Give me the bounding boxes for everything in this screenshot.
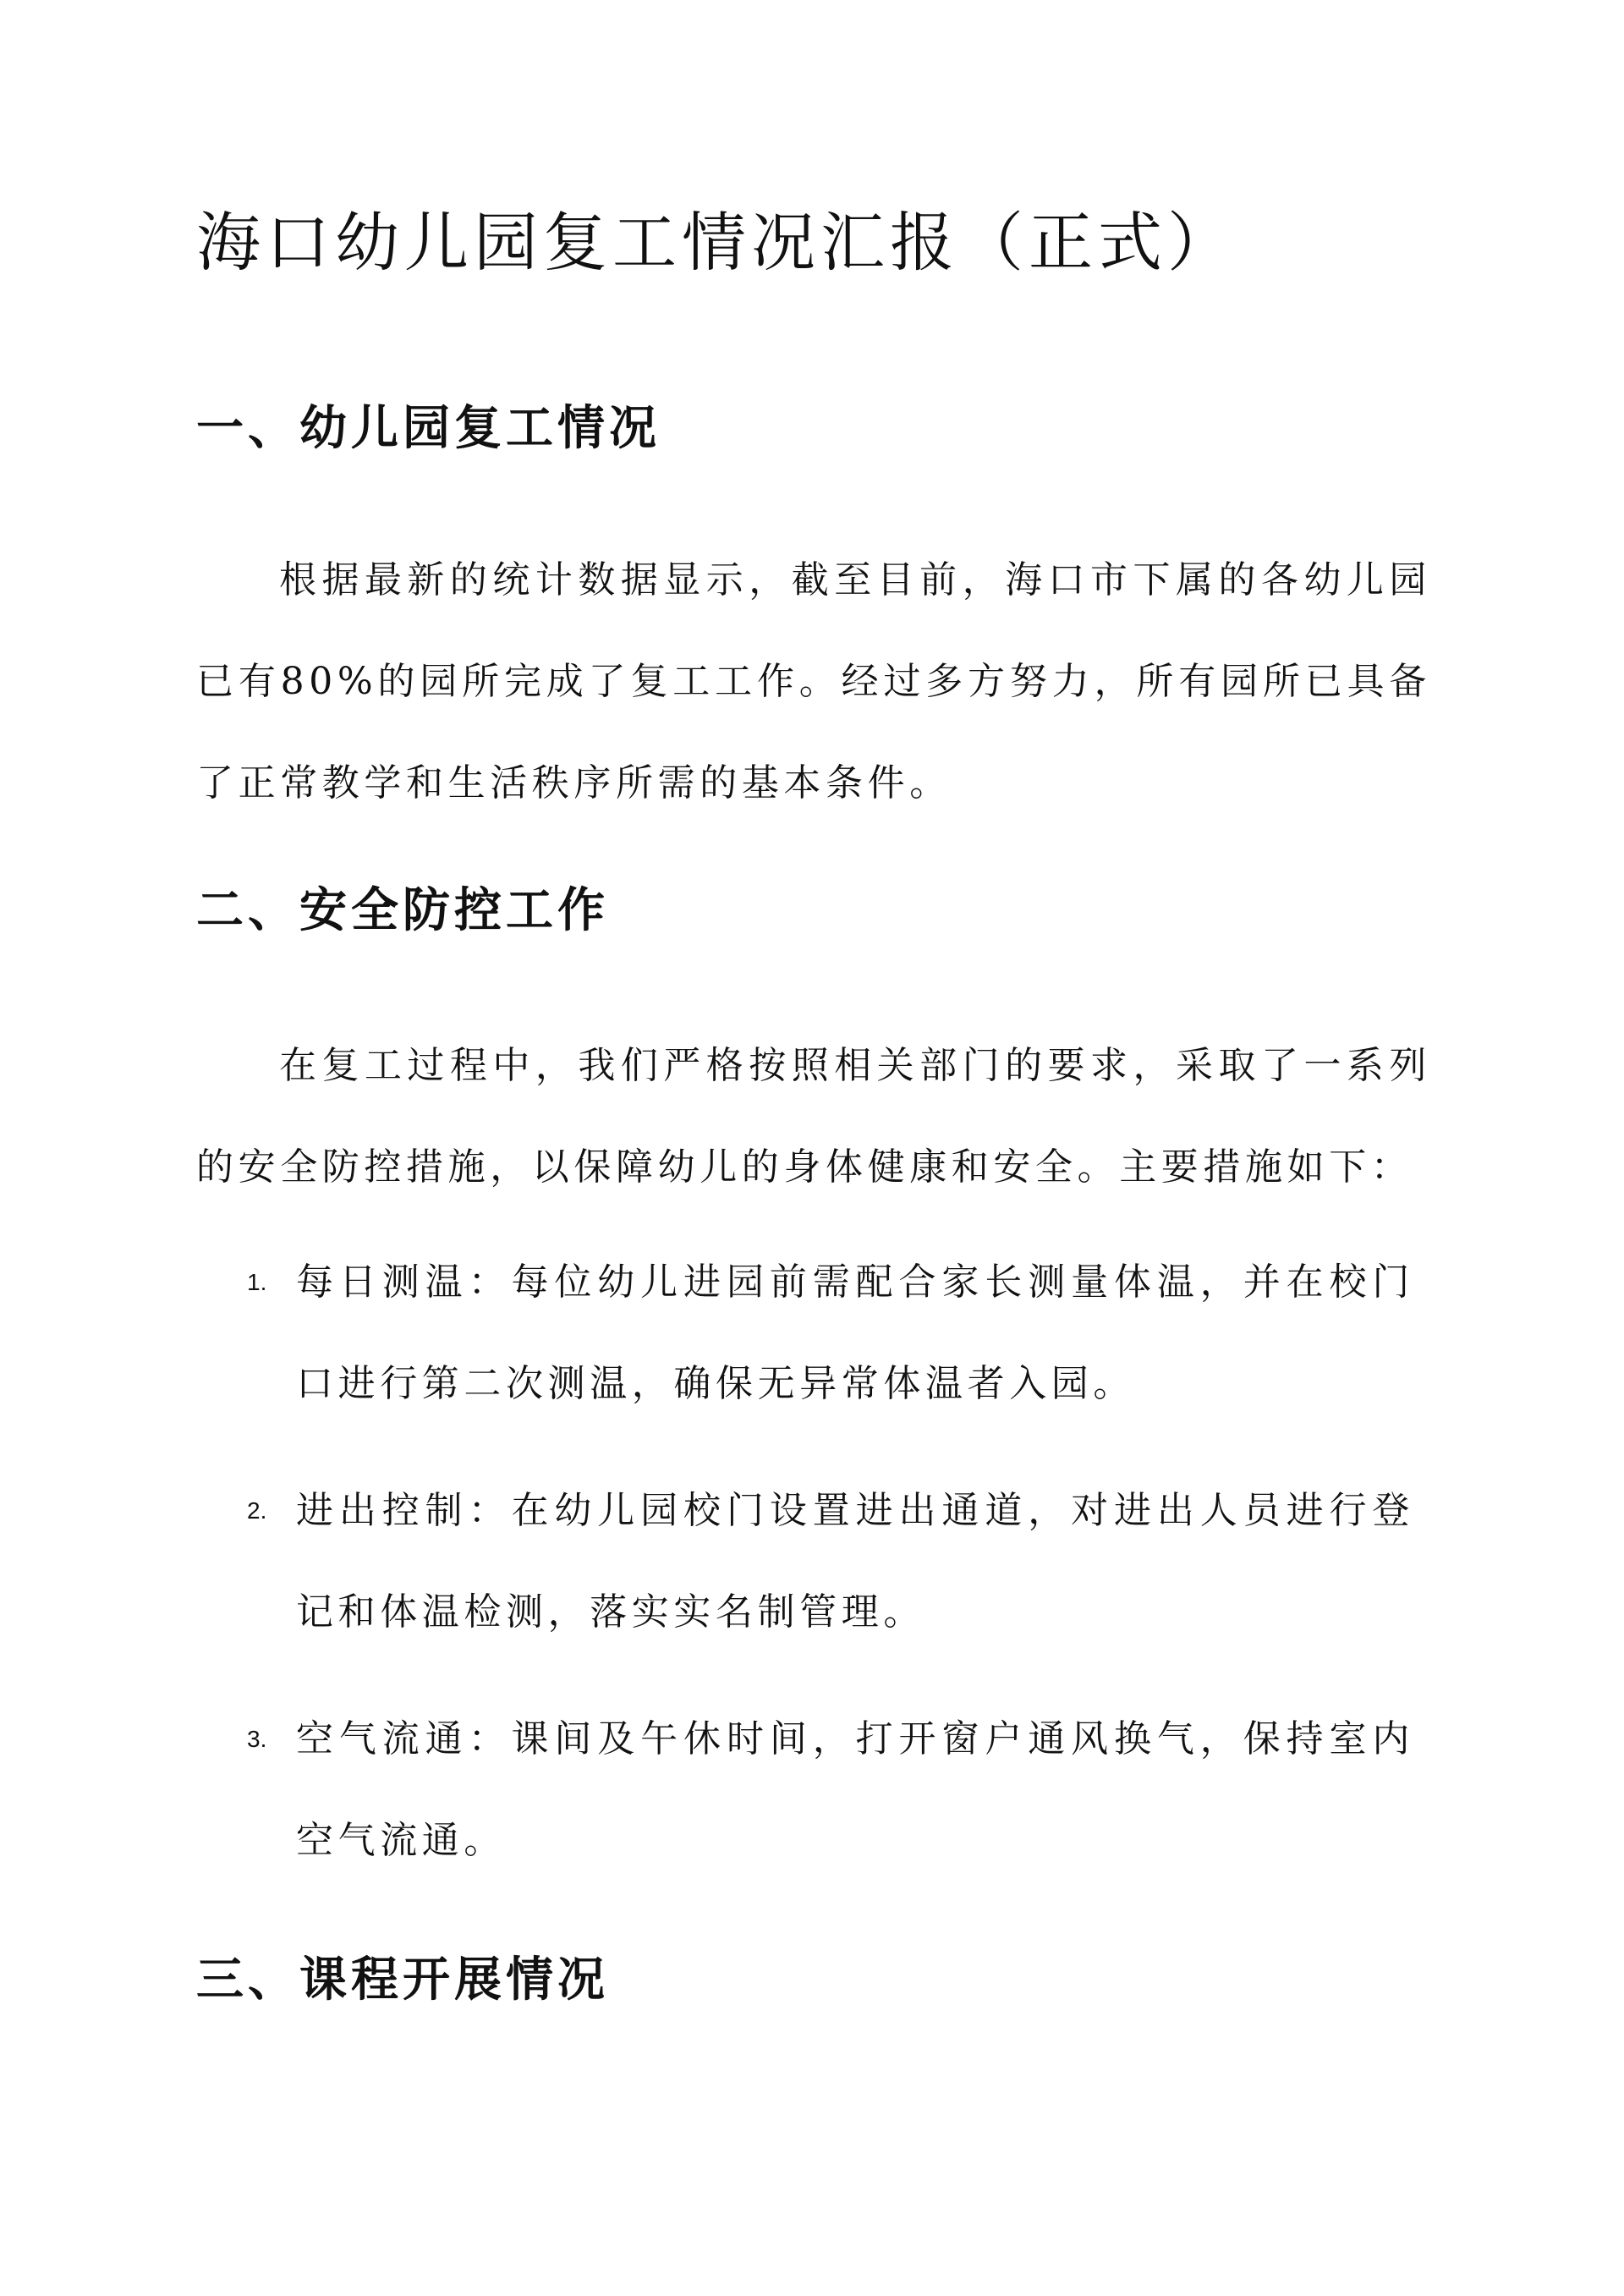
list-number: 2. — [247, 1497, 267, 1524]
list-item-entry-exit-control — [196, 1460, 1414, 1663]
list-number: 3. — [247, 1726, 267, 1752]
list-item-text: 每日测温：每位幼儿进园前需配合家长测量体温，并在校门口进行第二次测温，确保无异常体温者入园。 — [296, 1261, 1414, 1405]
paragraph-reopening-status: 根据最新的统计数据显示，截至目前，海口市下属的各幼儿园已有80%的园所完成了复工工作。经过多方努力，所有园所已具备了正常教学和生活秩序所需的基本条件。 — [196, 558, 1431, 805]
section-heading-safety-control: 二、安全防控工作 — [196, 882, 609, 938]
section-heading-curriculum: 三、课程开展情况 — [196, 1952, 609, 2008]
list-item-text: 进出控制：在幼儿园校门设置进出通道，对进出人员进行登记和体温检测，落实实名制管理。 — [296, 1489, 1414, 1634]
section-heading-reopening: 一、幼儿园复工情况 — [196, 400, 661, 456]
paragraph-safety-control: 在复工过程中，我们严格按照相关部门的要求，采取了一系列的安全防控措施，以保障幼儿的身体健康和安全。主要措施如下： — [196, 1044, 1431, 1189]
list-item-text: 空气流通：课间及午休时间，打开窗户通风换气，保持室内空气流通。 — [296, 1717, 1414, 1862]
list-item-daily-temperature — [196, 1232, 1414, 1435]
list-item-air-circulation — [196, 1689, 1414, 1892]
safety-measures-list — [196, 1232, 1414, 1917]
document-title: 海口幼儿园复工情况汇报（正式） — [196, 205, 1237, 280]
list-number: 1. — [247, 1269, 267, 1295]
